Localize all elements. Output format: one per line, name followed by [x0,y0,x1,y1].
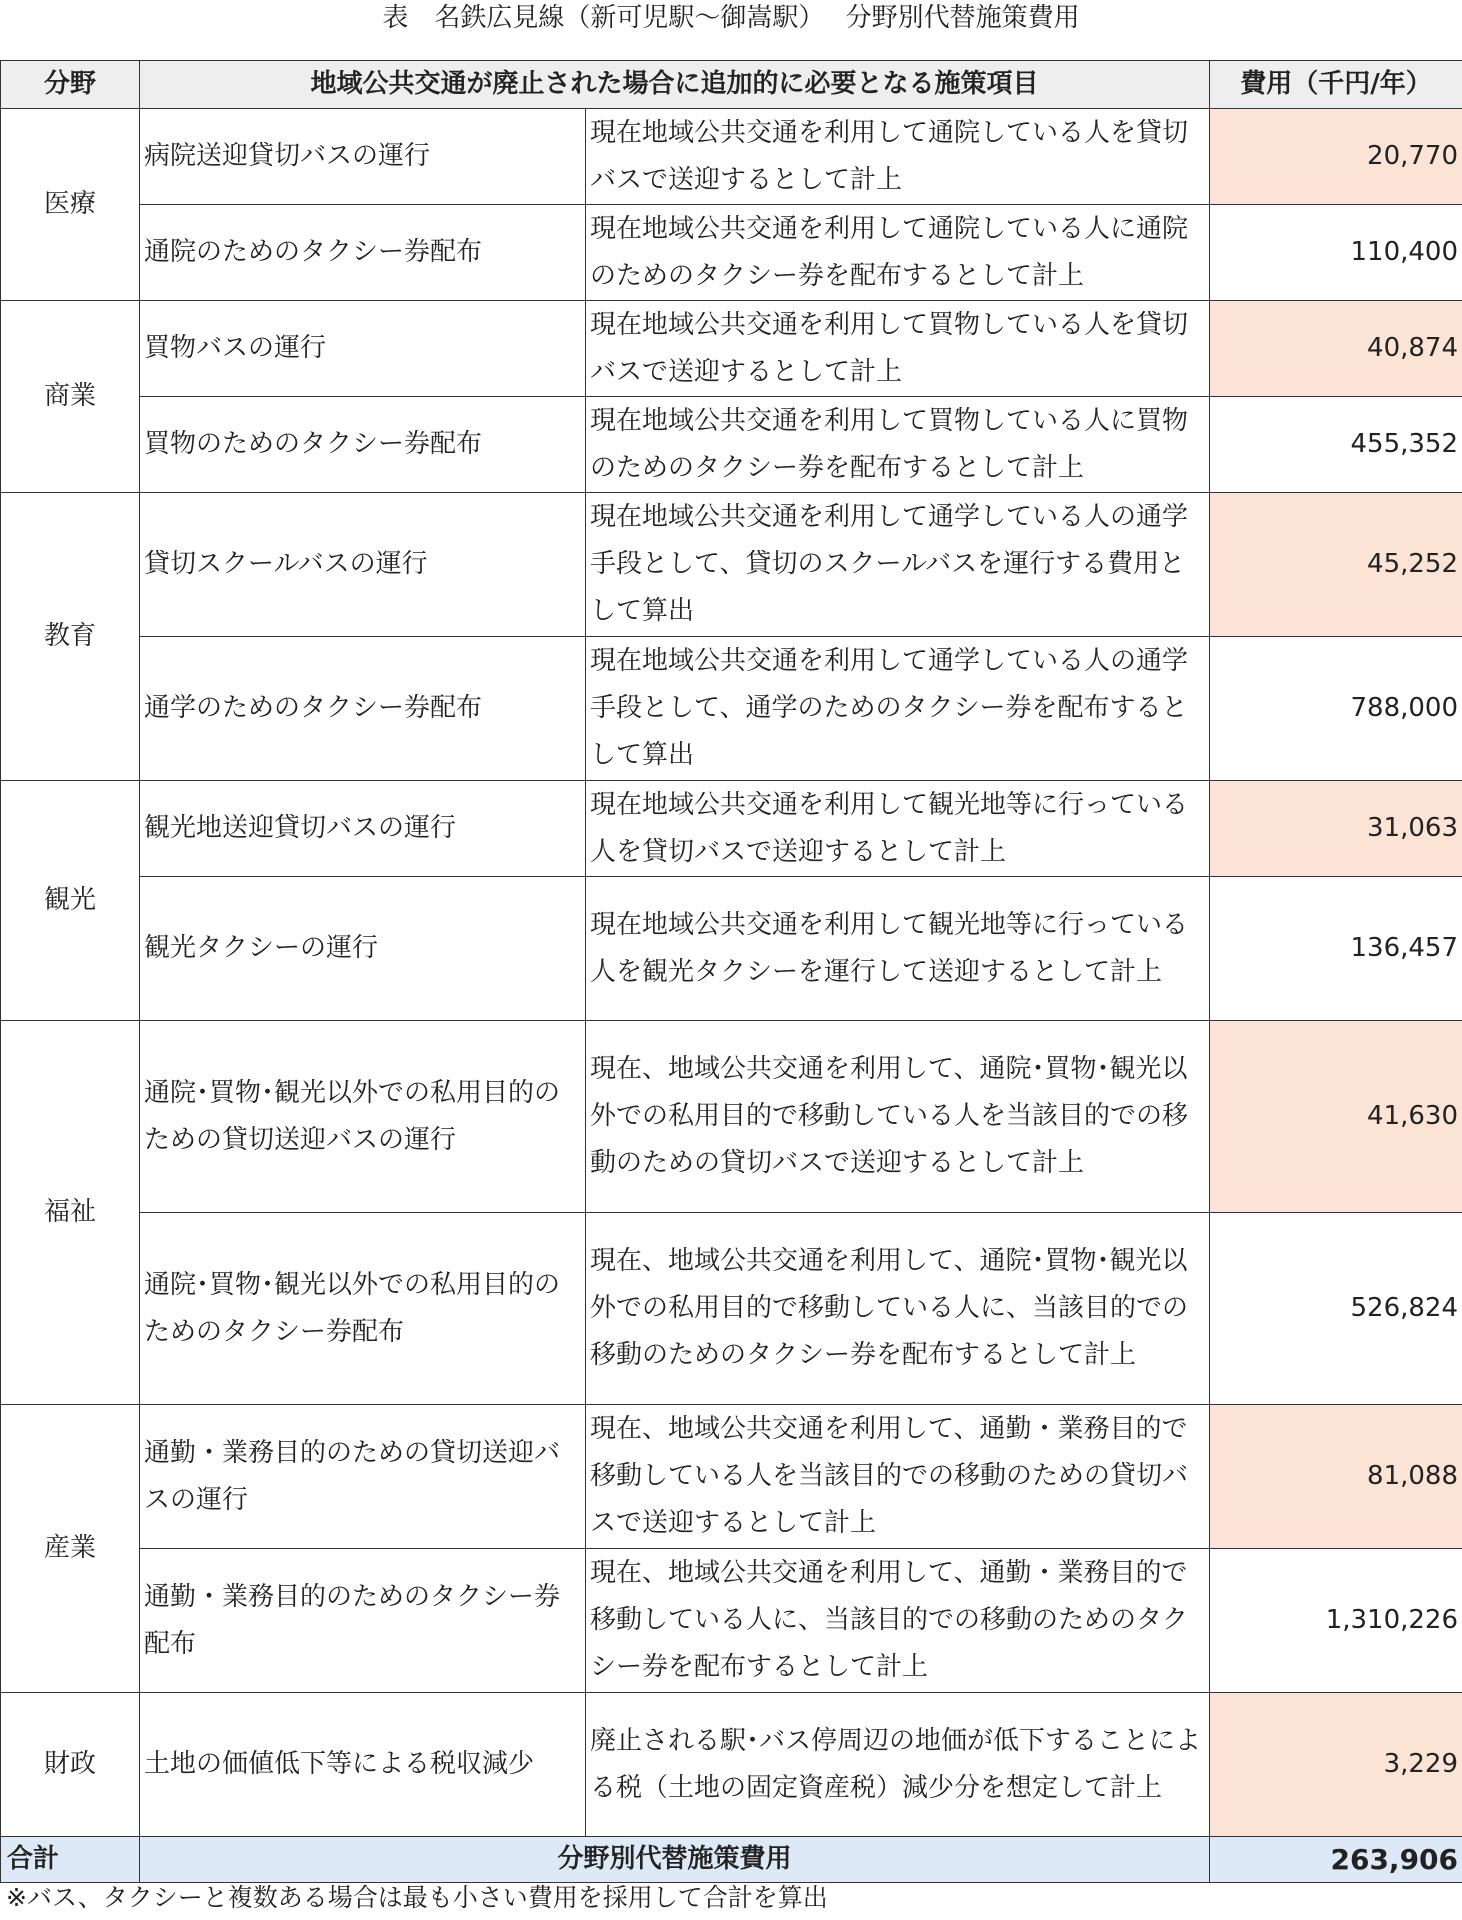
item-cell: 買物バスの運行 [140,301,586,397]
item-cell: 観光タクシーの運行 [140,877,586,1021]
table-row [1,205,1462,301]
table-row [1,1693,1462,1837]
table-row [1,1549,1462,1693]
header-field: 分野 [1,61,140,109]
description-cell: 現在地域公共交通を利用して買物している人を貸切バスで送迎するとして計上 [586,301,1210,397]
field-cell: 医療 [1,109,140,301]
table-row [1,1213,1462,1405]
description-cell: 現在地域公共交通を利用して買物している人に買物のためのタクシー券を配布するとして計上 [586,397,1210,493]
total-desc: 分野別代替施策費用 [140,1837,1210,1883]
total-label: 合計 [1,1837,140,1883]
item-cell: 買物のためのタクシー券配布 [140,397,586,493]
header-cost: 費用（千円/年） [1210,61,1462,109]
field-cell: 福祉 [1,1021,140,1405]
item-cell: 通院･買物･観光以外での私用目的のための貸切送迎バスの運行 [140,1021,586,1213]
table-row [1,397,1462,493]
cost-cell: 788,000 [1210,637,1462,781]
cost-table [0,60,1462,1883]
header-item: 地域公共交通が廃止された場合に追加的に必要となる施策項目 [140,61,1210,109]
item-cell: 病院送迎貸切バスの運行 [140,109,586,205]
cost-cell-highlighted: 40,874 [1210,301,1462,397]
table-row [1,781,1462,877]
cost-cell-highlighted: 81,088 [1210,1405,1462,1549]
item-cell: 通勤・業務目的のための貸切送迎バスの運行 [140,1405,586,1549]
field-cell: 教育 [1,493,140,781]
table-row [1,493,1462,637]
total-row [1,1837,1462,1883]
description-cell: 現在地域公共交通を利用して通院している人に通院のためのタクシー券を配布するとして計上 [586,205,1210,301]
total-cost: 263,906 [1210,1837,1462,1883]
field-cell: 商業 [1,301,140,493]
item-cell: 土地の価値低下等による税収減少 [140,1693,586,1837]
cost-cell-highlighted: 45,252 [1210,493,1462,637]
description-cell: 現在、地域公共交通を利用して、通勤・業務目的で移動している人を当該目的での移動のための貸切バスで送迎するとして計上 [586,1405,1210,1549]
table-row [1,301,1462,397]
cost-cell-highlighted: 31,063 [1210,781,1462,877]
table-row [1,1021,1462,1213]
description-cell: 現在地域公共交通を利用して通院している人を貸切バスで送迎するとして計上 [586,109,1210,205]
cost-cell: 455,352 [1210,397,1462,493]
cost-cell: 136,457 [1210,877,1462,1021]
field-cell: 観光 [1,781,140,1021]
item-cell: 通院･買物･観光以外での私用目的のためのタクシー券配布 [140,1213,586,1405]
description-cell: 現在、地域公共交通を利用して、通院･買物･観光以外での私用目的で移動している人に、当該目的での移動のためのタクシー券を配布するとして計上 [586,1213,1210,1405]
table-row [1,1405,1462,1549]
cost-cell: 1,310,226 [1210,1549,1462,1693]
description-cell: 現在地域公共交通を利用して観光地等に行っている人を貸切バスで送迎するとして計上 [586,781,1210,877]
page-title: 表 名鉄広見線（新可児駅～御嵩駅） 分野別代替施策費用 [382,3,1080,33]
cost-cell-highlighted: 20,770 [1210,109,1462,205]
table-row [1,109,1462,205]
item-cell: 通勤・業務目的のためのタクシー券配布 [140,1549,586,1693]
description-cell: 現在地域公共交通を利用して観光地等に行っている人を観光タクシーを運行して送迎するとして計上 [586,877,1210,1021]
cost-cell: 526,824 [1210,1213,1462,1405]
table-body [1,109,1462,1837]
table-row [1,877,1462,1021]
table-row [1,637,1462,781]
description-cell: 現在、地域公共交通を利用して、通勤・業務目的で移動している人に、当該目的での移動のためのタクシー券を配布するとして計上 [586,1549,1210,1693]
description-cell: 廃止される駅･バス停周辺の地価が低下することによる税（土地の固定資産税）減少分を想定して計上 [586,1693,1210,1837]
description-cell: 現在、地域公共交通を利用して、通院･買物･観光以外での私用目的で移動している人を当該目的での移動のための貸切バスで送迎するとして計上 [586,1021,1210,1213]
cost-cell-highlighted: 41,630 [1210,1021,1462,1213]
description-cell: 現在地域公共交通を利用して通学している人の通学手段として、通学のためのタクシー券を配布するとして算出 [586,637,1210,781]
item-cell: 観光地送迎貸切バスの運行 [140,781,586,877]
header-row [1,61,1462,109]
cost-cell-highlighted: 3,229 [1210,1693,1462,1837]
item-cell: 通学のためのタクシー券配布 [140,637,586,781]
field-cell: 産業 [1,1405,140,1693]
description-cell: 現在地域公共交通を利用して通学している人の通学手段として、貸切のスクールバスを運行する費用として算出 [586,493,1210,637]
item-cell: 貸切スクールバスの運行 [140,493,586,637]
cost-cell: 110,400 [1210,205,1462,301]
footnote: ※バス、タクシーと複数ある場合は最も小さい費用を採用して合計を算出 [6,1883,828,1912]
item-cell: 通院のためのタクシー券配布 [140,205,586,301]
field-cell: 財政 [1,1693,140,1837]
